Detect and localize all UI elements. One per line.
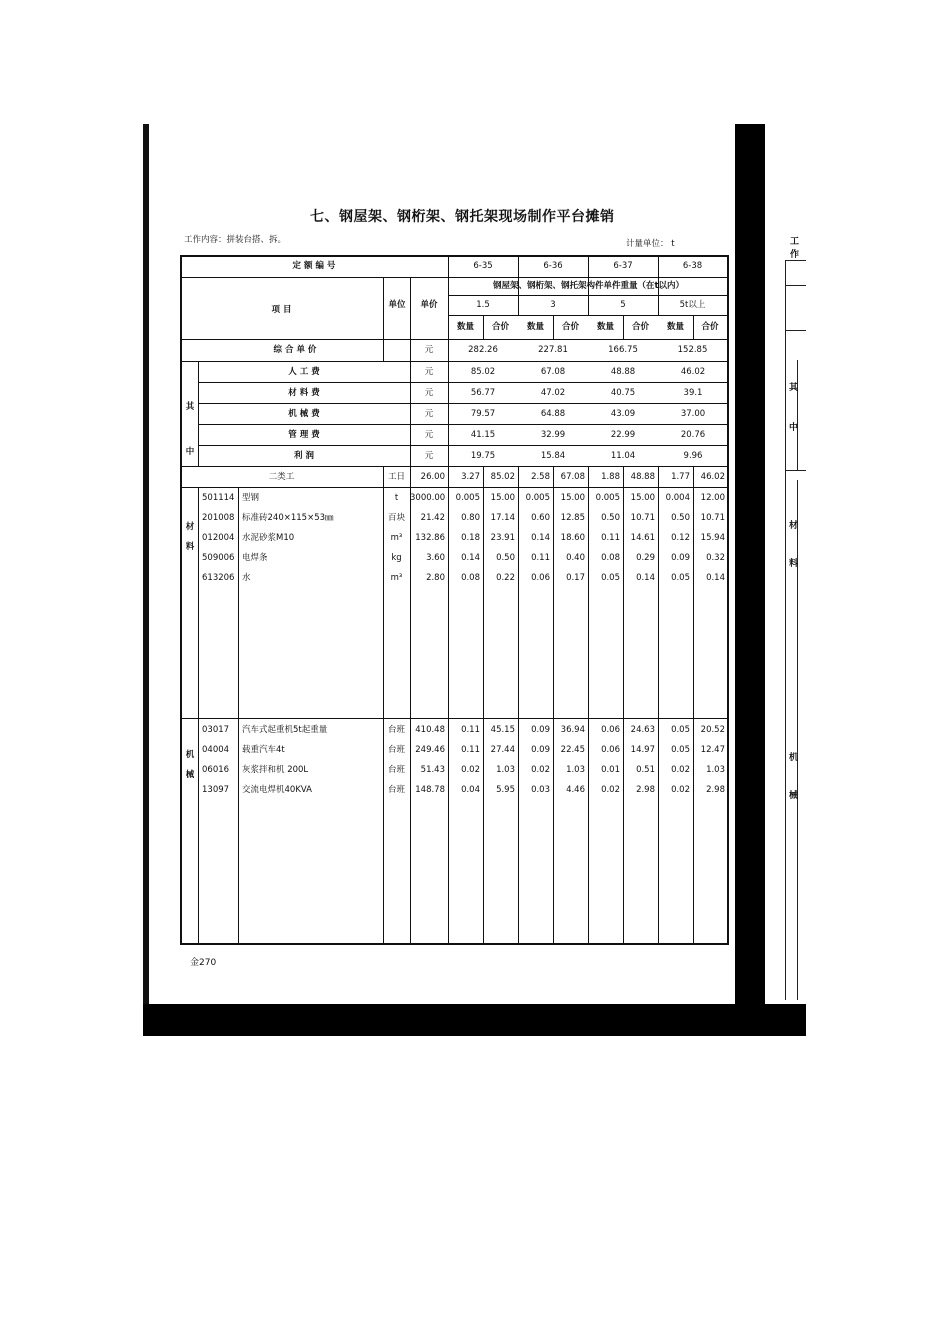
item-value: 45.15 [490, 725, 515, 735]
item-value: 0.14 [461, 553, 480, 563]
breakdown-value: 85.02 [470, 367, 496, 377]
breakdown-value: 56.77 [470, 388, 496, 398]
measure-unit: 计量单位： t [626, 239, 675, 249]
item-value: 24.63 [630, 725, 655, 735]
adjacent-side-label: 料 [789, 559, 799, 569]
item-price: 3.60 [426, 553, 445, 563]
adjacent-side-label: 机 [789, 753, 799, 763]
summary-label: 综 合 单 价 [273, 345, 317, 355]
item-value: 23.91 [490, 533, 515, 543]
item-value: 0.02 [671, 785, 690, 795]
item-value: 12.85 [560, 513, 585, 523]
item-code: 012004 [202, 533, 235, 543]
item-name: 水 [242, 573, 251, 583]
item-price: 21.42 [420, 513, 445, 523]
amount-label: 合价 [491, 322, 509, 332]
item-value: 1.03 [566, 765, 585, 775]
item-value: 0.005 [595, 493, 620, 503]
weight-value: 5 [620, 300, 626, 310]
adjacent-work-label: 工作 [790, 237, 800, 260]
price-label: 单价 [420, 300, 438, 310]
labor-value: 85.02 [490, 472, 515, 482]
item-name: 水泥砂浆M10 [242, 533, 295, 543]
breakdown-label: 利 润 [294, 451, 314, 461]
quota-code: 6-36 [543, 261, 563, 271]
page-title: 七、钢屋架、钢桁架、钢托架现场制作平台摊销 [310, 209, 615, 225]
qty-label: 数量 [596, 322, 614, 332]
breakdown-unit: 元 [424, 409, 434, 419]
item-value: 0.09 [531, 725, 550, 735]
quota-code: 6-35 [473, 261, 493, 271]
breakdown-value: 32.99 [540, 430, 566, 440]
item-value: 10.71 [630, 513, 655, 523]
work-content: 工作内容：拼装台搭、拆。 [184, 235, 287, 245]
item-value: 0.32 [706, 553, 725, 563]
item-name: 载重汽车4t [242, 745, 285, 755]
item-value: 0.02 [601, 785, 620, 795]
qty-label: 数量 [456, 322, 474, 332]
breakdown-value: 22.99 [610, 430, 636, 440]
breakdown-value: 15.84 [540, 451, 566, 461]
item-unit: 台班 [387, 725, 405, 735]
item-value: 20.52 [700, 725, 725, 735]
breakdown-value: 20.76 [680, 430, 706, 440]
item-price: 132.86 [415, 533, 445, 543]
breakdown-value: 40.75 [610, 388, 636, 398]
item-value: 0.60 [531, 513, 550, 523]
item-value: 0.02 [461, 765, 480, 775]
item-label: 项 目 [271, 305, 292, 315]
item-value: 0.005 [455, 493, 480, 503]
materials-side-label: 材料 [185, 522, 195, 552]
item-unit: 百块 [387, 513, 405, 523]
adjacent-side-label: 械 [789, 791, 799, 801]
item-name: 汽车式起重机5t起重量 [242, 725, 328, 735]
amount-label: 合价 [631, 322, 649, 332]
item-code: 06016 [202, 765, 230, 775]
item-value: 2.98 [706, 785, 725, 795]
item-value: 15.00 [630, 493, 655, 503]
quota-no-label: 定 额 编 号 [292, 261, 336, 271]
item-value: 0.14 [636, 573, 655, 583]
labor-value: 46.02 [700, 472, 725, 482]
item-value: 0.50 [671, 513, 690, 523]
item-name: 交流电焊机40KVA [242, 785, 312, 795]
item-value: 0.50 [601, 513, 620, 523]
item-value: 0.06 [531, 573, 550, 583]
item-value: 0.18 [461, 533, 480, 543]
item-value: 0.004 [665, 493, 690, 503]
page-number: 金270 [190, 958, 217, 968]
item-value: 0.01 [601, 765, 620, 775]
breakdown-value: 79.57 [470, 409, 496, 419]
amount-label: 合价 [561, 322, 579, 332]
item-value: 17.14 [490, 513, 515, 523]
item-value: 1.03 [496, 765, 515, 775]
item-value: 0.11 [531, 553, 550, 563]
adjacent-page [765, 130, 806, 1004]
item-value: 36.94 [560, 725, 585, 735]
item-price: 3000.00 [410, 493, 446, 503]
item-price: 410.48 [415, 725, 445, 735]
breakdown-label: 人 工 费 [288, 367, 320, 377]
breakdown-side-label: 其中 [185, 402, 195, 457]
item-value: 0.06 [601, 725, 620, 735]
item-value: 15.00 [560, 493, 585, 503]
item-value: 0.005 [525, 493, 550, 503]
item-value: 0.05 [671, 745, 690, 755]
weight-group-label: 钢屋架、钢桁架、钢托架构件单件重量（在t以内） [492, 281, 685, 291]
item-value: 2.98 [636, 785, 655, 795]
item-unit: kg [391, 553, 402, 563]
item-value: 14.61 [630, 533, 655, 543]
unit-label: 单位 [388, 300, 406, 310]
breakdown-unit: 元 [424, 388, 434, 398]
item-value: 15.00 [490, 493, 515, 503]
labor-label: 二类工 [268, 472, 295, 482]
labor-value: 1.88 [601, 472, 620, 482]
item-value: 0.08 [601, 553, 620, 563]
item-value: 14.97 [630, 745, 655, 755]
item-value: 0.29 [636, 553, 655, 563]
book-gutter [735, 124, 765, 1004]
item-name: 型钢 [242, 493, 260, 503]
item-value: 0.14 [706, 573, 725, 583]
item-code: 04004 [202, 745, 230, 755]
quota-table [180, 255, 729, 945]
item-value: 0.51 [636, 765, 655, 775]
breakdown-label: 管 理 费 [288, 430, 320, 440]
breakdown-unit: 元 [424, 430, 434, 440]
weight-value: 5t以上 [679, 300, 706, 310]
scan-left-edge [143, 124, 149, 1004]
item-value: 4.46 [566, 785, 585, 795]
item-value: 27.44 [490, 745, 515, 755]
item-value: 0.09 [531, 745, 550, 755]
item-value: 0.11 [461, 745, 480, 755]
breakdown-value: 43.09 [610, 409, 636, 419]
machinery-side-label: 机械 [185, 750, 195, 780]
labor-value: 3.27 [461, 472, 480, 482]
item-price: 51.43 [420, 765, 445, 775]
item-price: 148.78 [415, 785, 445, 795]
item-price: 2.80 [426, 573, 445, 583]
breakdown-value: 47.02 [540, 388, 566, 398]
item-value: 0.05 [601, 573, 620, 583]
item-value: 0.22 [496, 573, 515, 583]
labor-price: 26.00 [420, 472, 445, 482]
item-value: 0.09 [671, 553, 690, 563]
breakdown-unit: 元 [424, 367, 434, 377]
item-value: 0.12 [671, 533, 690, 543]
item-value: 0.14 [531, 533, 550, 543]
item-value: 5.95 [496, 785, 515, 795]
quota-code: 6-37 [613, 261, 633, 271]
item-value: 0.80 [461, 513, 480, 523]
scan-bottom-band [143, 1004, 806, 1036]
item-value: 0.11 [461, 725, 480, 735]
item-value: 0.08 [461, 573, 480, 583]
item-code: 613206 [202, 573, 235, 583]
item-value: 0.50 [496, 553, 515, 563]
labor-unit: 工日 [387, 472, 405, 482]
summary-value: 282.26 [468, 345, 498, 355]
summary-value: 152.85 [677, 345, 708, 355]
item-value: 12.47 [700, 745, 725, 755]
breakdown-value: 19.75 [470, 451, 496, 461]
summary-unit: 元 [424, 345, 434, 355]
breakdown-value: 67.08 [540, 367, 566, 377]
item-unit: m³ [390, 533, 403, 543]
labor-value: 2.58 [531, 472, 550, 482]
item-value: 0.40 [566, 553, 585, 563]
item-value: 0.05 [671, 573, 690, 583]
item-unit: 台班 [387, 785, 405, 795]
item-value: 18.60 [560, 533, 585, 543]
breakdown-value: 48.88 [610, 367, 636, 377]
breakdown-value: 41.15 [470, 430, 496, 440]
item-value: 0.04 [461, 785, 480, 795]
item-value: 12.00 [700, 493, 725, 503]
item-code: 03017 [202, 725, 230, 735]
item-value: 0.05 [671, 725, 690, 735]
labor-value: 48.88 [630, 472, 655, 482]
item-value: 1.03 [706, 765, 725, 775]
item-unit: m³ [390, 573, 403, 583]
item-value: 0.02 [531, 765, 550, 775]
item-name: 电焊条 [242, 553, 268, 563]
adjacent-side-label: 材 [789, 521, 799, 531]
item-name: 标准砖240×115×53㎜ [242, 513, 334, 523]
breakdown-label: 机 械 费 [288, 409, 320, 419]
summary-value: 227.81 [538, 345, 568, 355]
breakdown-value: 39.1 [683, 388, 703, 398]
labor-value: 1.77 [671, 472, 690, 482]
item-code: 13097 [202, 785, 230, 795]
breakdown-unit: 元 [424, 451, 434, 461]
item-code: 509006 [202, 553, 235, 563]
item-value: 10.71 [700, 513, 725, 523]
item-code: 201008 [202, 513, 235, 523]
item-name: 灰浆拌和机 200L [242, 765, 309, 775]
breakdown-value: 46.02 [680, 367, 706, 377]
weight-value: 1.5 [476, 300, 490, 310]
item-value: 15.94 [700, 533, 725, 543]
item-value: 0.06 [601, 745, 620, 755]
item-value: 0.03 [531, 785, 550, 795]
breakdown-value: 64.88 [540, 409, 566, 419]
item-value: 0.11 [601, 533, 620, 543]
item-value: 22.45 [560, 745, 585, 755]
item-price: 249.46 [415, 745, 445, 755]
item-value: 0.02 [671, 765, 690, 775]
labor-value: 67.08 [560, 472, 585, 482]
adjacent-side-label: 其 [789, 383, 799, 393]
summary-value: 166.75 [608, 345, 638, 355]
item-unit: 台班 [387, 765, 405, 775]
item-unit: 台班 [387, 745, 405, 755]
breakdown-value: 9.96 [683, 451, 703, 461]
breakdown-label: 材 料 费 [288, 388, 320, 398]
item-value: 0.17 [566, 573, 585, 583]
item-code: 501114 [202, 493, 235, 503]
breakdown-value: 37.00 [680, 409, 706, 419]
qty-label: 数量 [526, 322, 544, 332]
breakdown-value: 11.04 [610, 451, 636, 461]
amount-label: 合价 [701, 322, 719, 332]
qty-label: 数量 [666, 322, 684, 332]
weight-value: 3 [550, 300, 556, 310]
quota-code: 6-38 [682, 261, 703, 271]
item-unit: t [394, 493, 399, 503]
adjacent-side-label: 中 [789, 423, 799, 433]
